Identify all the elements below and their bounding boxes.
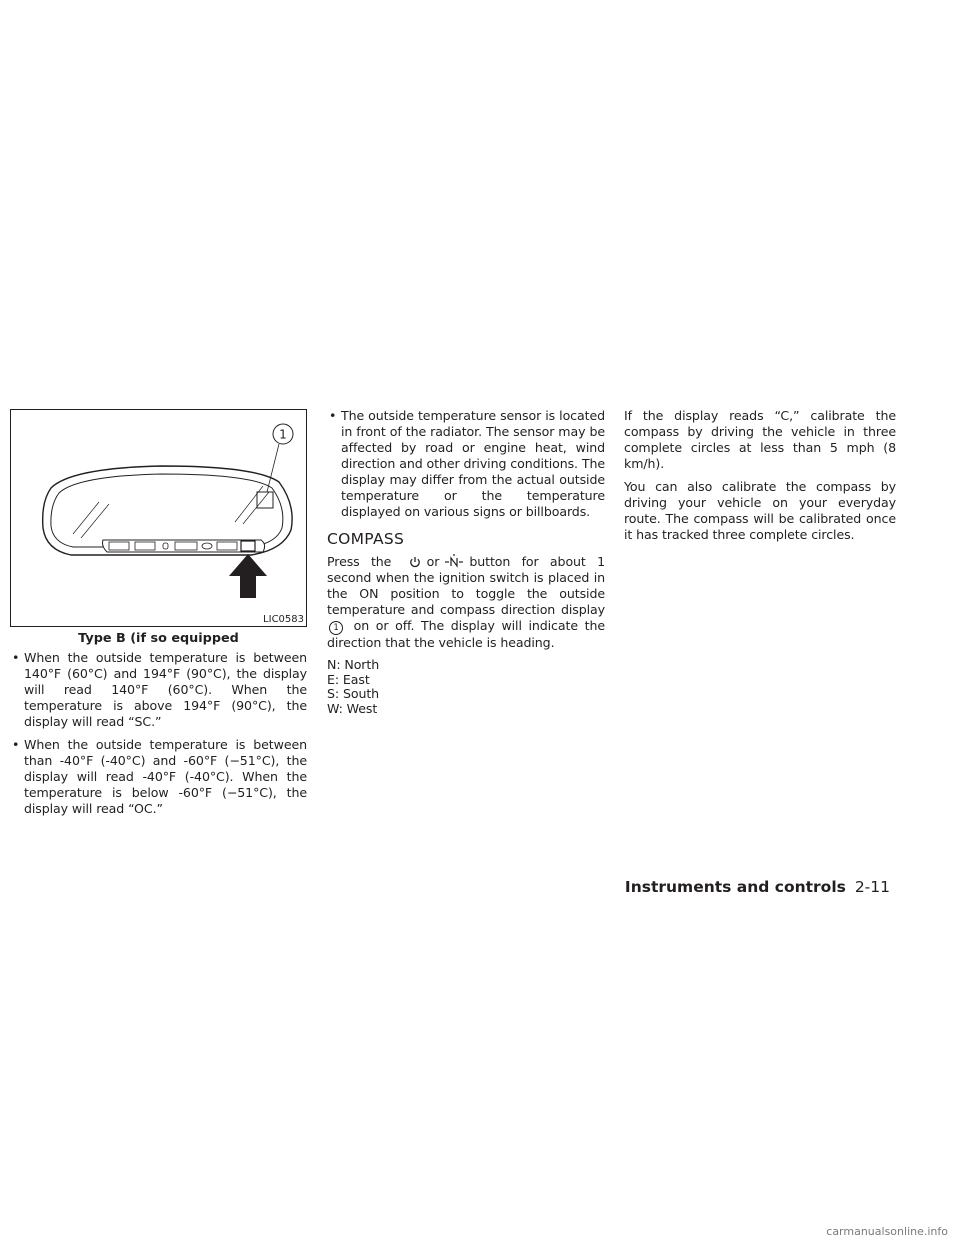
page-footer bbox=[625, 878, 890, 896]
figure-caption: Type B (if so equipped bbox=[78, 631, 239, 646]
column-3 bbox=[624, 408, 896, 550]
direction-list bbox=[327, 658, 605, 716]
figure-callout-number: 1 bbox=[279, 427, 287, 442]
column-1 bbox=[10, 650, 307, 824]
section-title: Instruments and controls bbox=[624, 878, 846, 896]
power-icon bbox=[409, 556, 421, 568]
figure-code: LIC0583 bbox=[263, 614, 304, 625]
compass-n-icon bbox=[445, 554, 463, 568]
calibrate-paragraph: If the display reads “C,” calibrate the compass by driving the vehicle in three complete circles at less than 5 mph (8 km/h). bbox=[624, 408, 896, 471]
route-calibrate-paragraph: You can also calibrate the compass by driving your vehicle on your everyday route. The compass will be calibrated once it has tracked three complete circles. bbox=[624, 479, 896, 542]
bullet-high-temperature: • When the outside temperature is between 140°F (60°C) and 194°F (90°C), the display will read 140°F (60°C). When the temperature is above 194°F (90°C), the display will read “SC.” bbox=[10, 650, 307, 730]
direction-south: S: South bbox=[327, 686, 380, 702]
page-number: 2-11 bbox=[854, 878, 890, 896]
direction-north: N: North bbox=[327, 657, 380, 672]
callout-1-icon: 1 bbox=[329, 621, 343, 635]
bullet-low-temperature: • When the outside temperature is between than -40°F (-40°C) and -60°F (−51°C), the display will read -40°F (-40°C). When the temperature is below -60°F (−51°C), the display will read “OC.” bbox=[10, 737, 307, 817]
mirror-figure bbox=[10, 409, 307, 627]
compass-instructions: Press the or button for about 1 second when the ignition switch is placed in the ON position to toggle the outside temperature and compass direction display 1 on or off. The display will indicate the direction that the vehicle is heading. bbox=[327, 554, 605, 650]
bullet-sensor-location: • The outside temperature sensor is located in front of the radiator. The sensor may be affected by road or engine heat, wind direction and other driving conditions. The display may differ from the actual outside temperature or the temperature displayed on various signs or billboards. bbox=[327, 408, 605, 520]
column-2 bbox=[327, 408, 605, 716]
rearview-mirror-illustration bbox=[11, 410, 306, 626]
direction-east: E: East bbox=[327, 671, 370, 687]
direction-west: W: West bbox=[327, 700, 378, 716]
watermark: carmanualsonline.info bbox=[826, 1225, 948, 1238]
compass-heading: COMPASS bbox=[327, 530, 405, 548]
